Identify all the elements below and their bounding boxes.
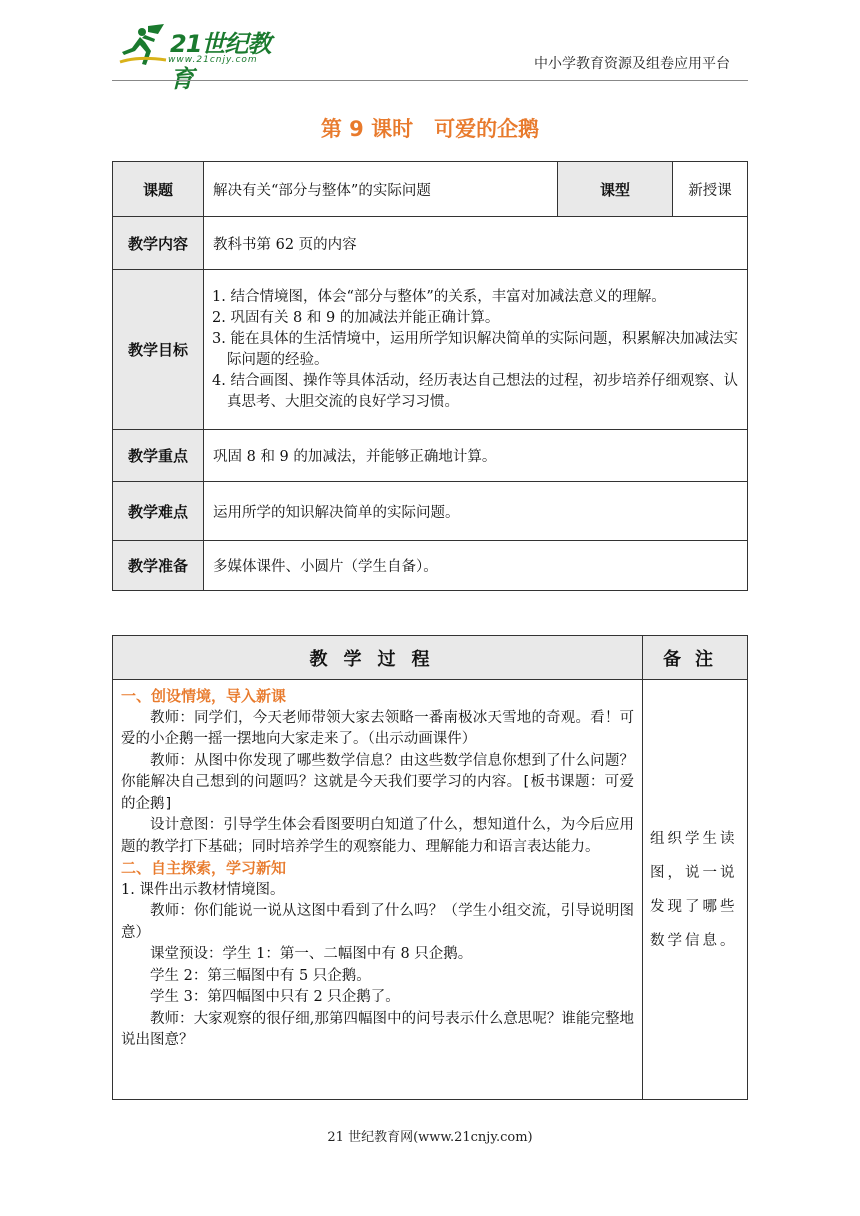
paragraph <box>121 751 634 816</box>
key-label: 教学重点 <box>113 430 204 482</box>
board-title: [板书课题：可爱的企鹅] <box>121 774 635 812</box>
notes-header: 备注 <box>643 636 748 680</box>
platform-name: 中小学教育资源及组卷应用平台 <box>534 56 730 72</box>
type-label: 课型 <box>558 162 673 217</box>
key-row <box>113 430 748 482</box>
prep-row <box>113 541 748 591</box>
content-row <box>113 217 748 270</box>
process-content <box>113 680 643 1100</box>
difficulty-value: 运用所学的知识解决简单的实际问题。 <box>204 482 748 541</box>
paragraph: 学生 2：第三幅图中有 5 只企鹅。 <box>150 967 371 984</box>
lesson-info-table <box>112 161 748 591</box>
goal-item: 3. 能在具体的生活情境中，运用所学知识解决简单的实际问题，积累解决加减法实际问题的经验。 <box>212 330 738 368</box>
prep-label: 教学准备 <box>113 541 204 591</box>
type-value: 新授课 <box>673 162 748 217</box>
goal-item: 1. 结合情境图，体会“部分与整体”的关系，丰富对加减法意义的理解。 <box>212 288 666 305</box>
paragraph: 教师：你们能说一说从这图中看到了什么吗？（学生小组交流，引导说明图意） <box>121 903 634 941</box>
prep-value: 多媒体课件、小圆片（学生自备）。 <box>204 541 748 591</box>
header-divider <box>112 80 748 81</box>
content-label: 教学内容 <box>113 217 204 270</box>
paragraph: 学生 3：第四幅图中只有 2 只企鹅了。 <box>150 989 400 1005</box>
content-value: 教科书第 62 页的内容 <box>204 217 748 270</box>
section-heading: 一、创设情境，导入新课 <box>121 687 287 705</box>
difficulty-label: 教学难点 <box>113 482 204 541</box>
site-logo <box>118 22 288 93</box>
key-value: 巩固 8 和 9 的加减法，并能够正确地计算。 <box>204 430 748 482</box>
difficulty-row <box>113 482 748 541</box>
page-title: 第 9 课时 可爱的企鹅 <box>320 117 540 141</box>
process-body-row <box>113 680 748 1100</box>
goals-label: 教学目标 <box>113 270 204 430</box>
topic-value: 解决有关“部分与整体”的实际问题 <box>204 162 558 217</box>
paragraph: 教师：大家观察的很仔细,那第四幅图中的问号表示什么意思呢？谁能完整地说出图意？ <box>121 1010 634 1048</box>
notes-cell: 组织学生读图，说一说发现了哪些数学信息。 <box>643 680 748 1100</box>
logo-text: 21世纪教育 <box>170 30 271 93</box>
goal-item: 4. 结合画图、操作等具体活动，经历表达自己想法的过程，初步培养仔细观察、认真思考、大胆交流的良好学习习惯。 <box>212 372 738 410</box>
page-footer: 21 世纪教育网(www.21cnjy.com) <box>327 1130 533 1145</box>
goal-item: 2. 巩固有关 8 和 9 的加减法并能正确计算。 <box>212 309 500 326</box>
page-header <box>0 0 860 93</box>
goals-list <box>204 270 748 430</box>
paragraph: 教师：同学们，今天老师带领大家去领略一番南极冰天雪地的奇观。看！可爱的小企鹅一摇一摆地向大家走来了。（出示动画课件） <box>121 709 634 747</box>
topic-row <box>113 162 748 217</box>
paragraph-text: 教师：从图中你发现了哪些数学信息？由这些数学信息你想到了什么问题？你能解决自己想到的问题吗？这就是今天我们要学习的内容。 <box>121 752 634 790</box>
list-item: 1. 课件出示教材情境图。 <box>121 881 285 898</box>
section-heading: 二、自主探索，学习新知 <box>121 859 287 877</box>
teaching-process-table <box>112 635 748 1100</box>
process-header-row <box>113 636 748 680</box>
process-header: 教学过程 <box>113 636 643 680</box>
runner-logo-icon <box>118 22 168 68</box>
topic-label: 课题 <box>113 162 204 217</box>
logo-url: www.21cnjy.com <box>168 55 258 65</box>
design-intent: 设计意图：引导学生体会看图要明白知道了什么，想知道什么，为今后应用题的教学打下基础；同时培养学生的观察能力、理解能力和语言表达能力。 <box>121 817 634 855</box>
goals-row <box>113 270 748 430</box>
paragraph: 课堂预设：学生 1：第一、二幅图中有 8 只企鹅。 <box>150 946 473 962</box>
